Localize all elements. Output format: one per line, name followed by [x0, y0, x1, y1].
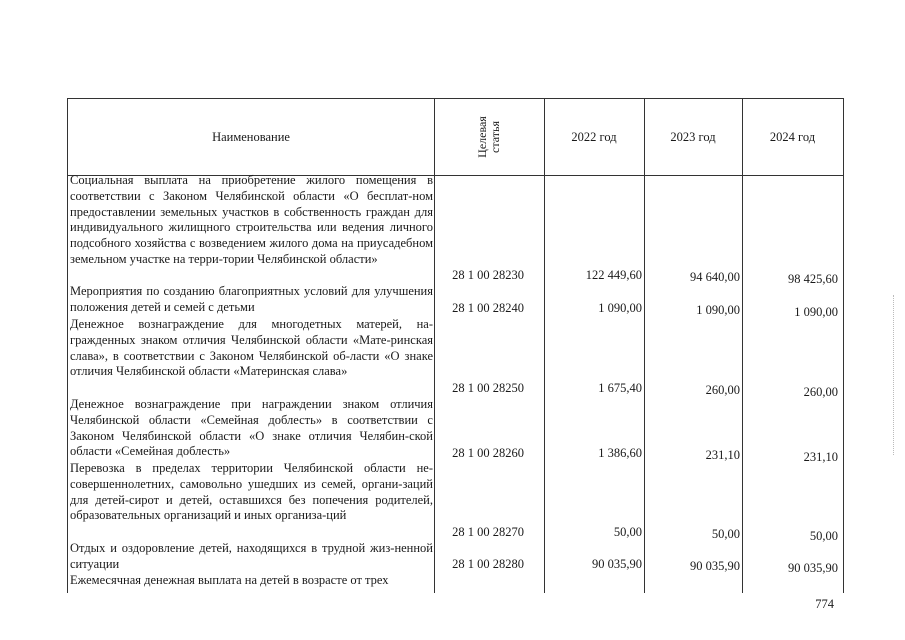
header-name	[68, 99, 434, 175]
scan-artifact	[893, 295, 897, 455]
row-name: Мероприятия по созданию благоприятных условий для улучшения положения детей и семей с детьми	[70, 284, 433, 314]
row-value-2023: 231,10	[705, 448, 740, 462]
header-2023	[644, 99, 742, 175]
row-code: 28 1 00 28250	[452, 381, 524, 395]
row-name: Перевозка в пределах территории Челябинской области не-совершеннолетних, самовольно ушедших из семей, органи-заций для детей-сирот и детей, оставшихся без попечения родителей, образовательных организаций и иных организа-ций	[70, 461, 433, 523]
row-name: Отдых и оздоровление детей, находящихся в трудной жиз-ненной ситуации	[70, 541, 433, 571]
row-value-2024: 231,10	[803, 450, 838, 464]
row-value-2024: 50,00	[809, 529, 838, 543]
row-value-2022: 122 449,60	[585, 268, 642, 282]
column-divider	[544, 99, 545, 593]
header-target-line1: Целевая	[474, 116, 489, 158]
row-code: 28 1 00 28240	[452, 301, 524, 315]
header-target-label	[476, 116, 502, 158]
column-divider	[434, 99, 435, 593]
row-value-2022: 1 386,60	[598, 446, 642, 460]
page-number: 774	[815, 597, 834, 611]
row-name: Денежное вознаграждение при награждении знаком отличия Челябинской области «Семейная доблесть» в соответствии с Законом Челябинской области «О знаке отличия Челябин-ской области «Семейная доблесть»	[70, 397, 433, 459]
header-2023-label: 2023 год	[670, 129, 716, 144]
row-value-2022: 50,00	[613, 525, 642, 539]
row-code: 28 1 00 28260	[452, 446, 524, 460]
column-divider	[644, 99, 645, 593]
table-header	[68, 99, 843, 176]
row-value-2023: 260,00	[705, 383, 740, 397]
row-code: 28 1 00 28230	[452, 268, 524, 282]
row-value-2024: 260,00	[803, 385, 838, 399]
header-2024	[742, 99, 843, 175]
row-name: Денежное вознаграждение для многодетных матерей, на-гражденных знаком отличия Челябинской области «Мате-ринская слава», в соответствии с Законом Челябинской об-ласти «О знаке отличия Челябинской области «Материнская слава»	[70, 317, 433, 379]
header-2022-label: 2022 год	[571, 129, 617, 144]
row-value-2023: 90 035,90	[690, 559, 740, 573]
row-code: 28 1 00 28270	[452, 525, 524, 539]
row-value-2022: 90 035,90	[592, 557, 642, 571]
row-value-2024: 90 035,90	[788, 561, 838, 575]
row-value-2023: 50,00	[711, 527, 740, 541]
header-2022	[544, 99, 644, 175]
header-target	[434, 99, 544, 175]
budget-table	[67, 98, 844, 593]
row-value-2024: 1 090,00	[794, 305, 838, 319]
column-divider	[742, 99, 743, 593]
row-value-2022: 1 090,00	[598, 301, 642, 315]
row-value-2023: 1 090,00	[696, 303, 740, 317]
header-2024-label: 2024 год	[769, 129, 816, 144]
row-code: 28 1 00 28280	[452, 557, 524, 571]
row-value-2023: 94 640,00	[690, 270, 740, 284]
row-name: Социальная выплата на приобретение жилого помещения в соответствии с Законом Челябинской области «О бесплат-ном предоставлении земельных участков в собственность граждан для индивидуального жилищного строительства или ведения личного подсобного хозяйства с возведением жилого дома на приусадебном земельном участке на терри-тории Челябинской области»	[70, 173, 433, 266]
row-value-2022: 1 675,40	[598, 381, 642, 395]
header-name-label: Наименование	[212, 129, 290, 144]
row-name: Ежемесячная денежная выплата на детей в возрасте от трех	[70, 573, 389, 587]
row-value-2024: 98 425,60	[788, 272, 838, 286]
header-target-line2: статья	[487, 121, 502, 153]
